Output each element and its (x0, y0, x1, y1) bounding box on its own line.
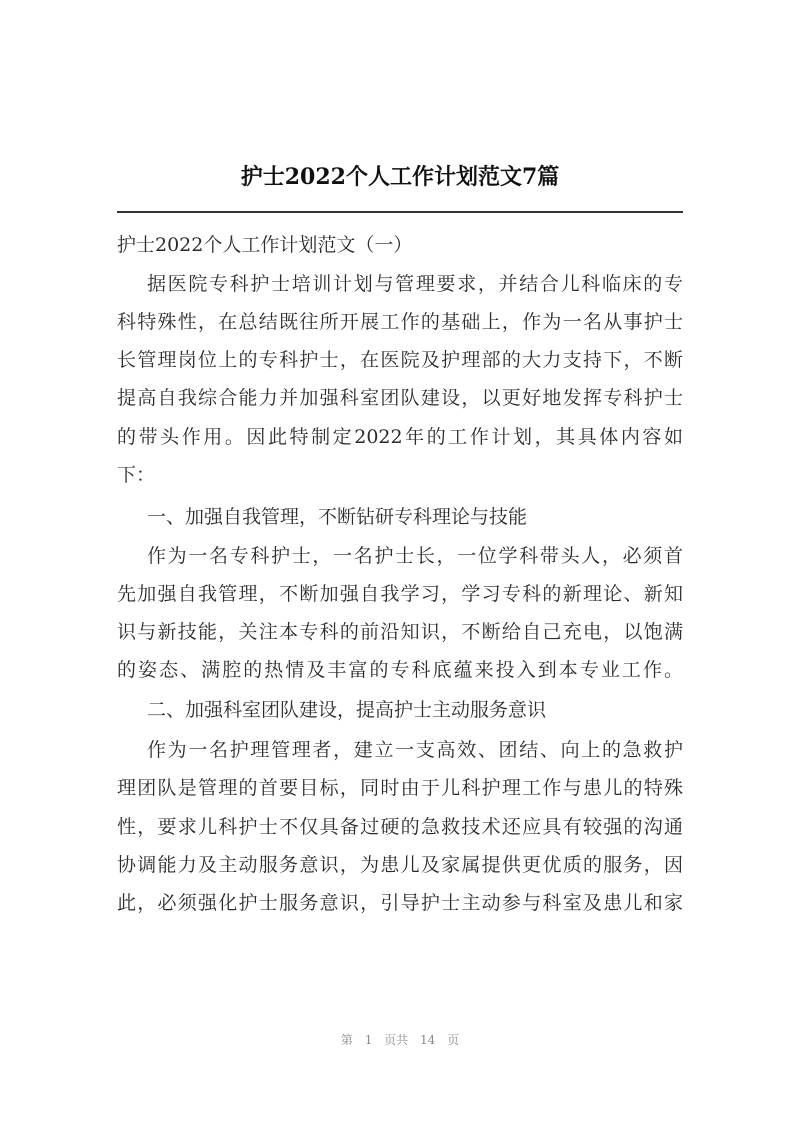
text-line: 的带头作用。因此特制定2022年的工作计划，其具体内容如 (117, 426, 683, 448)
text-line: 协调能力及主动服务意识，为患儿及家属提供更优质的服务，因 (117, 854, 683, 876)
text-line: 据医院专科护士培训计划与管理要求，并结合儿科临床的专 (147, 273, 683, 295)
text-line: 二、加强科室团队建设，提高护士主动服务意识 (147, 699, 547, 721)
title-divider (117, 211, 683, 213)
text-line: 此，必须强化护士服务意识，引导护士主动参与科室及患儿和家 (117, 892, 683, 914)
text-line: 提高自我综合能力并加强科室团队建设，以更好地发挥专科护士 (117, 387, 683, 409)
document-title: 护士2022个人工作计划范文7篇 (240, 164, 560, 190)
text-line: 作为一名专科护士，一名护士长，一位学科带头人，必须首 (147, 545, 683, 567)
text-line: 先加强自我管理，不断加强自我学习，学习专科的新理论、新知 (117, 583, 683, 605)
text-line: 科特殊性，在总结既往所开展工作的基础上，作为一名从事护士 (117, 311, 683, 333)
text-line: 一、加强自我管理，不断钻研专科理论与技能 (147, 506, 528, 528)
text-line: 下： (117, 464, 156, 486)
text-line: 性，要求儿科护士不仅具备过硬的急救技术还应具有较强的沟通 (117, 816, 683, 838)
text-line: 作为一名护理管理者，建立一支高效、团结、向上的急救护 (147, 739, 683, 761)
text-line: 护士2022个人工作计划范文（一） (117, 234, 413, 256)
text-line: 识与新技能，关注本专科的前沿知识，不断给自己充电，以饱满 (117, 621, 683, 643)
text-line: 理团队是管理的首要目标，同时由于儿科护理工作与患儿的特殊 (117, 777, 683, 799)
text-line: 长管理岗位上的专科护士，在医院及护理部的大力支持下，不断 (117, 349, 683, 371)
page-footer: 第 1 页共 14 页 (340, 1033, 460, 1047)
text-line: 的姿态、满腔的热情及丰富的专科底蕴来投入到本专业工作。 (117, 659, 683, 681)
